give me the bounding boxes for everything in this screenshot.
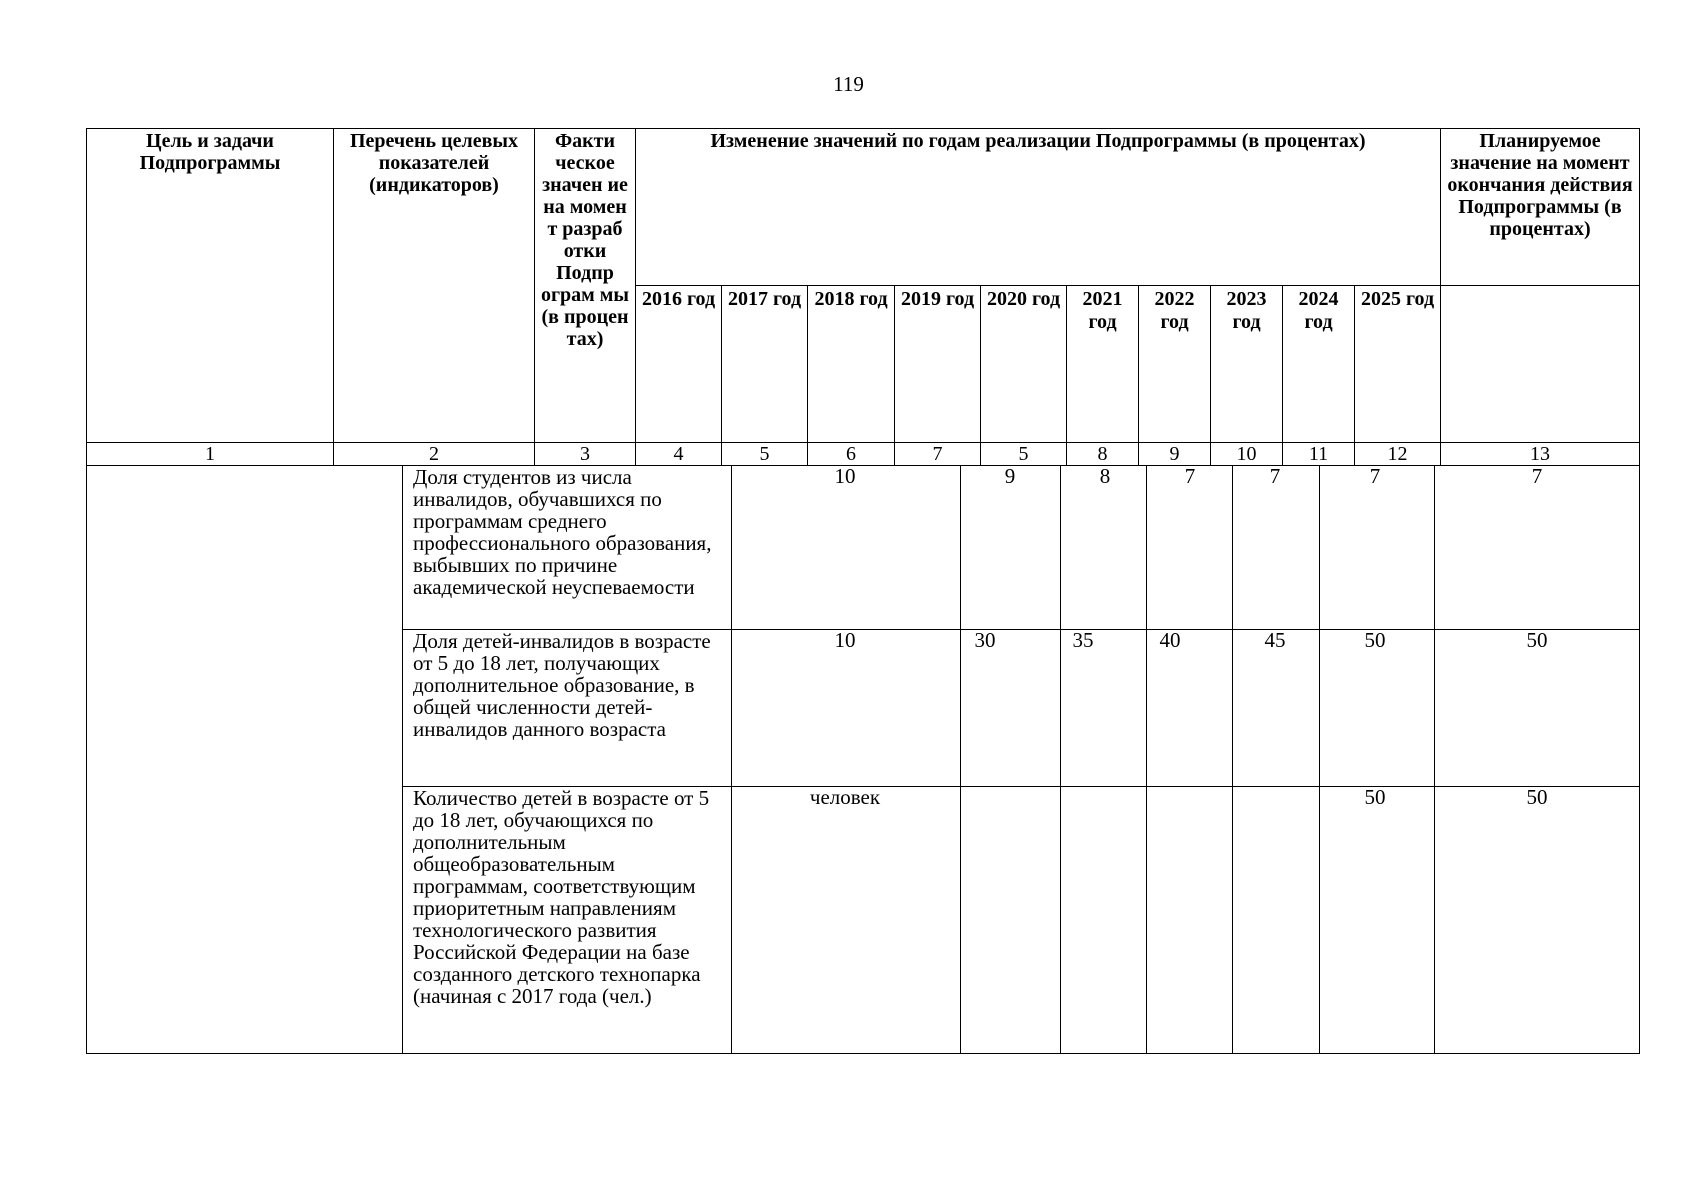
col-number: 7 bbox=[894, 442, 981, 466]
value-cell bbox=[1434, 629, 1640, 787]
value-text: 7 bbox=[1369, 464, 1381, 488]
value-cell bbox=[731, 629, 961, 787]
value-text: 7 bbox=[1269, 464, 1281, 488]
value-text: 45 bbox=[1264, 628, 1286, 652]
value-cell bbox=[1060, 465, 1147, 630]
col-number: 12 bbox=[1354, 442, 1441, 466]
header-year-2023: 2023 год bbox=[1210, 285, 1283, 443]
page-number: 119 bbox=[833, 72, 864, 96]
indicator-cell: Количество детей в возрасте от 5 до 18 лет, обучающихся по дополнительным общеобразовательным программам, соответствующим приоритетным направлениям технологического развития Российской Федерации на базе созданного детского технопарка (начиная с 2017 года (чел.) bbox=[402, 786, 732, 1054]
value-text: 30 bbox=[974, 628, 996, 652]
value-cell bbox=[1060, 786, 1147, 1054]
header-year-2020: 2020 год bbox=[980, 285, 1067, 443]
header-year-2022: 2022 год bbox=[1138, 285, 1211, 443]
value-cell bbox=[1060, 629, 1147, 787]
value-text: 7 bbox=[1531, 464, 1543, 488]
header-year-2024: 2024 год bbox=[1282, 285, 1355, 443]
col-number: 10 bbox=[1210, 442, 1283, 466]
col-number: 11 bbox=[1282, 442, 1355, 466]
value-cell bbox=[1232, 465, 1320, 630]
value-text: 35 bbox=[1072, 628, 1094, 652]
header-planned-value: Планируемое значение на момент окончания действия Подпрограммы (в процентах) bbox=[1440, 128, 1640, 286]
col-number: 6 bbox=[807, 442, 895, 466]
value-cell bbox=[1319, 629, 1435, 787]
value-text: 10 bbox=[834, 628, 856, 652]
value-cell bbox=[1232, 629, 1320, 787]
col-number: 5 bbox=[980, 442, 1067, 466]
header-year-2017: 2017 год bbox=[721, 285, 808, 443]
value-cell bbox=[1319, 465, 1435, 630]
value-text: 7 bbox=[1184, 464, 1196, 488]
value-text: 10 bbox=[834, 464, 856, 488]
header-year-2018: 2018 год bbox=[807, 285, 895, 443]
header-year-2025: 2025 год bbox=[1354, 285, 1441, 443]
header-year-2019: 2019 год bbox=[894, 285, 981, 443]
col-number: 9 bbox=[1138, 442, 1211, 466]
col-number: 3 bbox=[534, 442, 636, 466]
value-text: 50 bbox=[1526, 628, 1548, 652]
header-goal: Цель и задачи Подпрограммы bbox=[86, 128, 334, 443]
col-number: 13 bbox=[1440, 442, 1640, 466]
value-cell bbox=[1319, 786, 1435, 1054]
col-number: 1 bbox=[86, 442, 334, 466]
col-number: 5 bbox=[721, 442, 808, 466]
value-cell bbox=[1146, 786, 1233, 1054]
value-text: 50 bbox=[1364, 785, 1386, 809]
value-cell bbox=[960, 465, 1061, 630]
value-text: 50 bbox=[1364, 628, 1386, 652]
header-actual-value: Факти ческое значен ие на момен т разраб отки Подпр ограм мы (в процен тах) bbox=[534, 128, 636, 443]
value-text: 40 bbox=[1159, 628, 1181, 652]
value-cell bbox=[960, 786, 1061, 1054]
header-planned-empty bbox=[1440, 285, 1640, 443]
value-cell bbox=[1146, 465, 1233, 630]
value-text: человек bbox=[809, 785, 881, 809]
indicator-cell: Доля студентов из числа инвалидов, обучавшихся по программам среднего профессионального образования, выбывших по причине академической неуспеваемости bbox=[402, 465, 732, 630]
value-cell bbox=[1232, 786, 1320, 1054]
header-change-by-years: Изменение значений по годам реализации Подпрограммы (в процентах) bbox=[635, 128, 1441, 286]
indicator-cell: Доля детей-инвалидов в возрасте от 5 до 18 лет, получающих дополнительное образование, в общей численности детей-инвалидов данного возраста bbox=[402, 629, 732, 787]
header-indicators: Перечень целевых показателей (индикаторов) bbox=[333, 128, 535, 443]
header-year-2021: 2021 год bbox=[1066, 285, 1139, 443]
value-text: 50 bbox=[1526, 785, 1548, 809]
value-cell bbox=[731, 786, 961, 1054]
col-number: 8 bbox=[1066, 442, 1139, 466]
value-cell bbox=[1434, 786, 1640, 1054]
value-cell bbox=[1146, 629, 1233, 787]
header-year-2016: 2016 год bbox=[635, 285, 722, 443]
goal-cell bbox=[86, 465, 403, 1054]
value-text: 9 bbox=[1004, 464, 1016, 488]
value-cell bbox=[731, 465, 961, 630]
col-number: 2 bbox=[333, 442, 535, 466]
value-cell bbox=[1434, 465, 1640, 630]
col-number: 4 bbox=[635, 442, 722, 466]
value-text: 8 bbox=[1099, 464, 1111, 488]
value-cell bbox=[960, 629, 1061, 787]
